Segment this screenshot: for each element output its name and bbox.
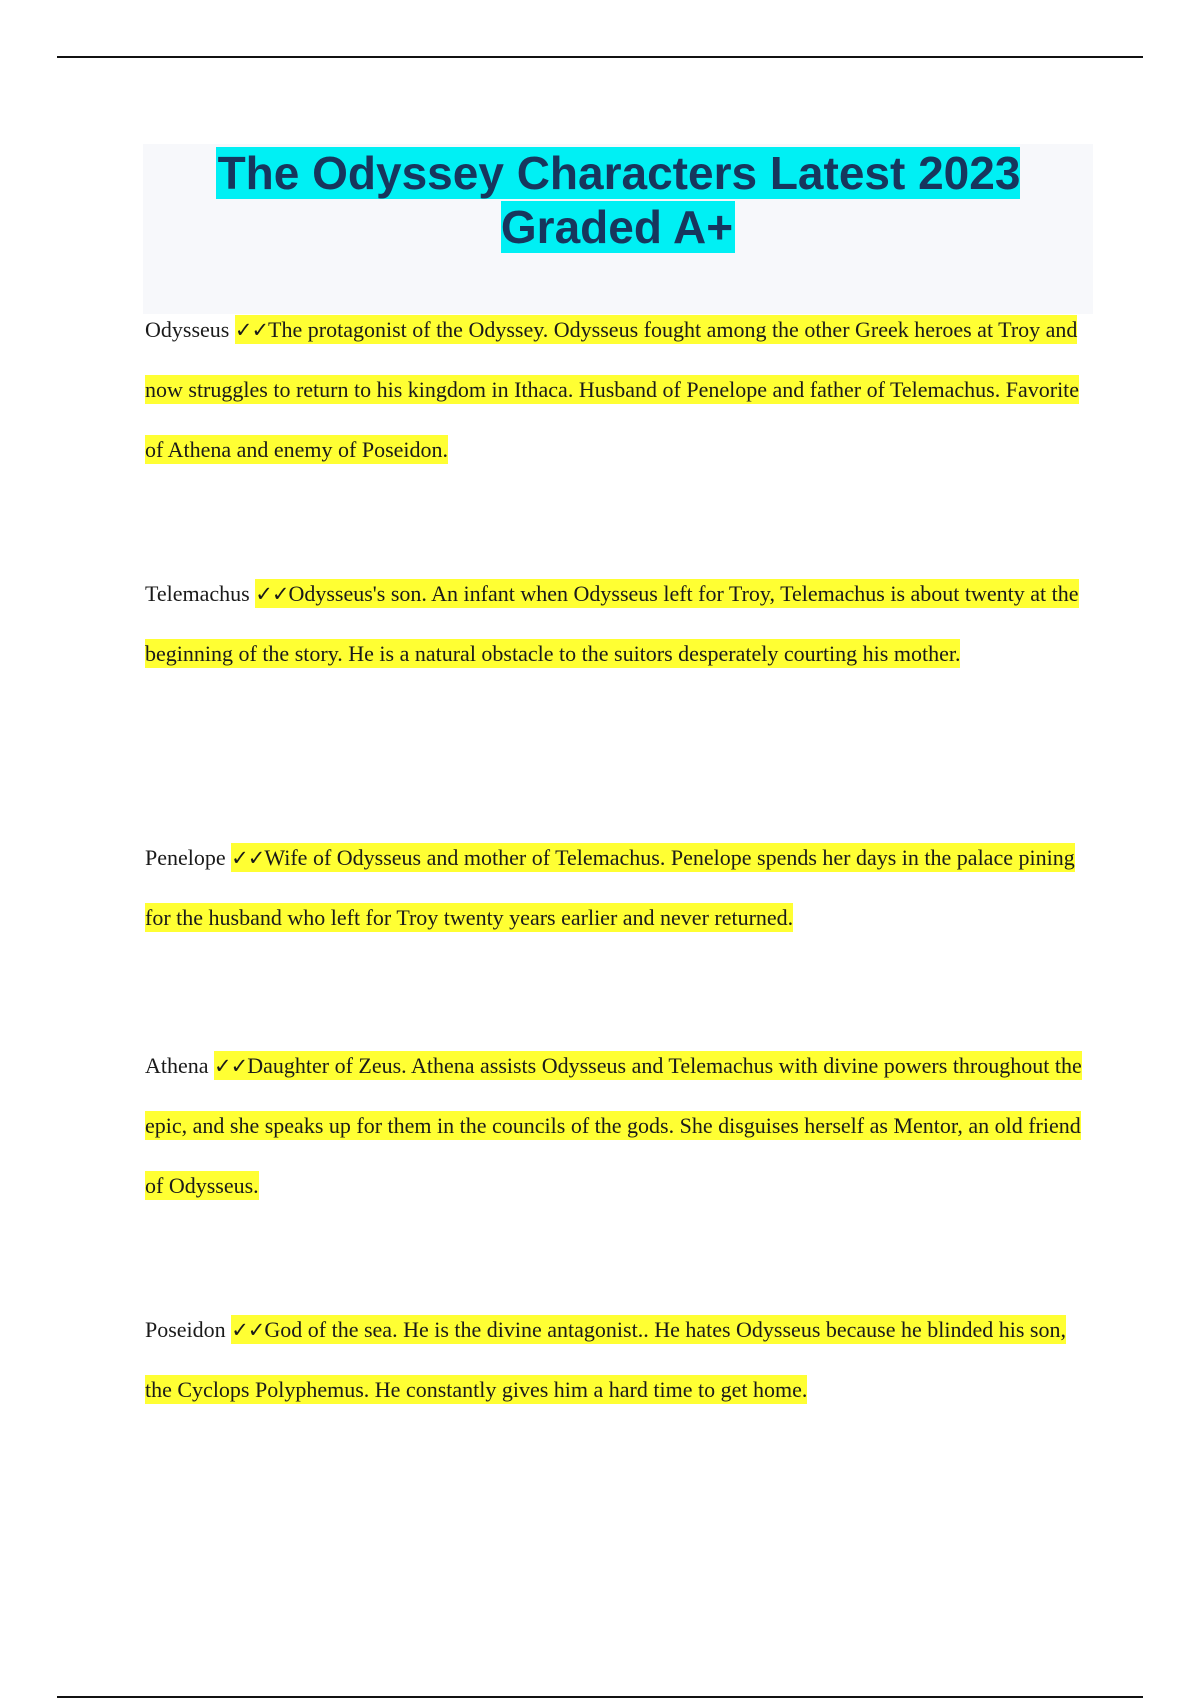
entry-penelope	[145, 828, 1091, 948]
check-mark-icon: ✓✓	[255, 582, 289, 606]
entry-odysseus	[145, 300, 1091, 480]
check-mark-icon: ✓✓	[214, 1054, 248, 1078]
entry-term: Odysseus	[145, 317, 230, 342]
entry-definition: God of the sea. He is the divine antagonist.. He hates Odysseus because he blinded his son, the Cyclops Polyphemus. He constantly gives him a hard time to get home.	[145, 1317, 1066, 1402]
check-mark-icon: ✓✓	[234, 318, 269, 342]
page-title	[143, 144, 1093, 254]
entry-answer	[145, 1315, 1066, 1404]
page-title-text: The Odyssey Characters Latest 2023 Graded A+	[217, 147, 1021, 253]
entry-definition: The protagonist of the Odyssey. Odysseus fought among the other Greek heroes at Troy and now struggles to return to his kingdom in Ithaca. Husband of Penelope and father of Telemachus. Favorite of Athena and enemy of Poseidon.	[145, 317, 1080, 462]
header-rule	[57, 56, 1143, 58]
entry-answer	[145, 315, 1079, 464]
entry-answer	[145, 843, 1075, 932]
entry-definition: Wife of Odysseus and mother of Telemachus. Penelope spends her days in the palace pining for the husband who left for Troy twenty years earlier and never returned.	[145, 845, 1075, 930]
entry-answer	[145, 1051, 1082, 1200]
title-block	[143, 144, 1093, 314]
check-mark-icon: ✓✓	[231, 1318, 265, 1342]
entry-poseidon	[145, 1300, 1091, 1420]
check-mark-icon: ✓✓	[231, 846, 265, 870]
entry-definition: Odysseus's son. An infant when Odysseus left for Troy, Telemachus is about twenty at the beginning of the story. He is a natural obstacle to the suitors desperately courting his mother.	[145, 581, 1079, 666]
entry-answer	[145, 579, 1079, 668]
entry-term: Telemachus	[145, 581, 250, 606]
entry-telemachus	[145, 564, 1091, 684]
footer-rule	[57, 1696, 1143, 1698]
entry-athena	[145, 1036, 1091, 1216]
entry-term: Penelope	[145, 845, 226, 870]
entry-definition: Daughter of Zeus. Athena assists Odysseus and Telemachus with divine powers throughout the epic, and she speaks up for them in the councils of the gods. She disguises herself as Mentor, an old friend of Odysseus.	[145, 1053, 1082, 1198]
entry-term: Athena	[145, 1053, 209, 1078]
entry-term: Poseidon	[145, 1317, 226, 1342]
